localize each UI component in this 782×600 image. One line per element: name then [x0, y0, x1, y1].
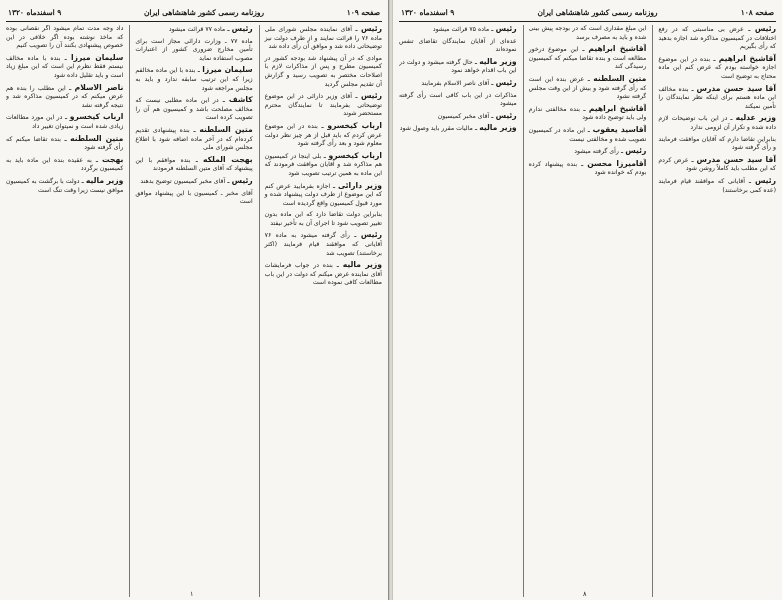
speaker-name: آقاشیخ ابراهیم: [588, 44, 647, 54]
paragraph: [135, 25, 252, 35]
page-header-title: روزنامه رسمی کشور شاهنشاهی ایران: [143, 7, 265, 17]
paragraph: [658, 25, 776, 52]
speaker-dash: ـ: [321, 152, 329, 160]
paragraph-text: بنده در جواب فرمایشات آقای نماینده عرض میکنم که دولت در این باب مطالعات کافی نموده است: [264, 262, 382, 287]
speaker-dash: ـ: [585, 126, 593, 134]
paragraph: [399, 79, 517, 89]
speaker-name: رئیس: [360, 25, 382, 33]
paragraph-text: مذاکرات در این باب کافی است رأی گرفته میشود: [398, 91, 517, 108]
paragraph: [658, 55, 776, 82]
speaker-name: وزیر عدلیه: [735, 113, 776, 123]
paragraph-text: بنده مخالف این ماده هستم برای اینکه نظر نمایندگان را تأمین نمیکند: [658, 85, 776, 110]
speaker-name: ارباب کیخسرو: [327, 120, 382, 130]
text-column: [259, 25, 382, 597]
paragraph: [399, 92, 517, 109]
page-footer-number: ۱: [190, 590, 194, 598]
speaker-name: ارباب کیخسرو: [328, 150, 382, 160]
text-column: [399, 25, 517, 597]
paragraph: [399, 112, 517, 122]
speaker-name: رئیس: [495, 110, 517, 120]
paragraph: [6, 113, 123, 131]
paragraph: [265, 55, 382, 89]
speaker-dash: ـ: [618, 148, 626, 156]
speaker-dash: ـ: [472, 58, 480, 66]
paragraph: [529, 160, 647, 178]
text-column: [129, 25, 252, 597]
speaker-name: رئیس: [360, 91, 382, 101]
paragraph-text: بنده با این ماده مخالفم زیرا که این ترتیب سابقه ندارد و باید به مجلس مراجعه شود: [135, 67, 253, 92]
speaker-dash: ـ: [577, 160, 588, 168]
speaker-dash: ـ: [688, 156, 697, 164]
paragraph: [529, 75, 647, 102]
paragraph-text: آقای مخبر ـ کمیسیون با این پیشنهاد موافق است: [135, 189, 253, 206]
paragraph-text: این مبلغ مقداری است که در بودجه پیش بینی شده و باید به مصرف برسد: [528, 25, 647, 41]
page-header-date: ۹ اسفندماه ۱۳۲۰: [401, 7, 455, 17]
paragraph: [6, 135, 123, 153]
paragraph: [658, 156, 776, 174]
speaker-dash: ـ: [584, 75, 594, 83]
speaker-dash: ـ: [349, 232, 361, 240]
paragraph: [135, 126, 252, 153]
speaker-dash: ـ: [351, 26, 361, 33]
paragraph-text: بنده در این موضوع عرض کردم که باید قبل از هر چیز نظر دولت معلوم شود و بعد رأی گرفته شود: [264, 122, 382, 148]
paragraph: [265, 122, 382, 149]
paragraph-text: آقای وزیر دارائی در این موضوع توضیحاتی بفرمایند تا نمایندگان محترم مستحضر شوند: [264, 93, 382, 118]
speaker-dash: ـ: [578, 46, 589, 54]
speaker-name: ناصر الاسلام: [74, 82, 124, 92]
speaker-dash: ـ: [60, 54, 72, 62]
paragraph: [529, 147, 647, 157]
paragraph: [658, 85, 776, 112]
speaker-name: آقاسید یعقوب: [592, 124, 647, 134]
speaker-name: متین السلطنه: [199, 124, 253, 134]
paragraph-text: آقایانی که موافقند قیام فرمایند (عده کمی برخاستند): [658, 177, 776, 194]
paragraph: [529, 45, 647, 72]
page-header-number: صفحه ۱۰۸: [740, 7, 774, 17]
speaker-name: بهجت: [101, 154, 124, 164]
paragraph-text: به عقیده بنده این ماده باید به کمیسیون برگردد: [6, 156, 124, 173]
paragraph-text: مالیات مقرر باید وصول شود: [399, 125, 473, 133]
paragraph-text: بلی اینجا در کمیسیون هم مذاکره شد و آقایان موافقت فرمودند که این ماده به همین ترتیب تصویب شود: [264, 152, 382, 177]
speaker-name: بهجت الملکه: [202, 154, 253, 164]
paragraph-text: این ماده در کمیسیون تصویب شده و مخالفتی نیست: [528, 126, 647, 143]
paragraph-text: عرض کردم که این مطلب باید کاملاً روشن شود: [658, 156, 776, 173]
speaker-name: وزیر مالیه: [479, 56, 517, 66]
page-footer-number: ۸: [583, 590, 587, 598]
paragraph: [265, 211, 382, 228]
paragraph: [658, 177, 776, 195]
paragraph-text: عده‌ای از آقایان نمایندگان تقاضای تنفس نموده‌اند: [398, 37, 517, 54]
paragraph-text: ماده ۷۷ ـ وزارت دارائی مجاز است برای تأمین مخارج ضروری کشور از اعتبارات مصوب استفاده نماید: [135, 37, 253, 62]
paragraph: [265, 92, 382, 119]
speaker-dash: ـ: [489, 79, 496, 87]
speaker-name: آقا سید حسن مدرس: [696, 83, 776, 93]
paragraph: [135, 177, 252, 187]
paragraph-text: آقای مخبر کمیسیون: [437, 112, 490, 120]
paragraph-text: رأی گرفته میشود: [574, 148, 619, 156]
paragraph-text: آقای مخبر کمیسیون توضیح بدهند: [140, 177, 226, 185]
speaker-dash: ـ: [79, 177, 86, 185]
page-header-title: روزنامه رسمی کشور شاهنشاهی ایران: [537, 7, 658, 17]
speaker-name: وزیر مالیه: [479, 123, 517, 133]
text-columns: [399, 25, 776, 597]
paragraph-text: موادی که در آن پیشنهاد شد بودجه کشور در کمیسیون مطرح و پس از مذاکرات لازم با اصلاحات مختصر به تصویب رسید و گزارش آن تقدیم مجلس گردید: [264, 54, 382, 88]
paragraph-text: بنابراین تقاضا دارم که آقایان موافقت فرمایند و رأی گرفته شود: [658, 135, 776, 152]
speaker-dash: ـ: [60, 135, 71, 143]
paragraph-text: در این مورد مطالعات زیادی شده است و نمیتوان تغییر داد: [6, 114, 124, 130]
paragraph: [6, 177, 123, 195]
paragraph: [135, 190, 252, 207]
speaker-dash: ـ: [195, 67, 203, 75]
paragraph: [399, 25, 517, 35]
paragraph: [6, 84, 123, 111]
paragraph: [658, 114, 776, 132]
speaker-dash: ـ: [743, 26, 755, 33]
speaker-name: آقا سید حسن مدرس: [696, 154, 776, 164]
paragraph-text: رأی گرفته میشود به ماده ۷۶ آقایانی که موافقند قیام فرمایند (اکثر برخاستند) تصویب شد: [264, 232, 382, 257]
paragraph: [6, 156, 123, 174]
right-page: [393, 0, 782, 600]
paragraph-text: آقای نماینده مجلس شورای ملی ماده ۷۶ را قرائت نمایند و از طرف دولت نیز توضیحاتی داده شد و موافق آن رأی داده شد: [264, 26, 382, 51]
paragraph-text: دولت با برگشت به کمیسیون موافق نیست زیرا وقت تنگ است: [6, 177, 124, 194]
text-column: [6, 25, 123, 597]
speaker-dash: ـ: [91, 156, 102, 164]
paragraph-text: در این باب توضیحات لازم داده شده و تکرار آن لزومی ندارد: [658, 115, 776, 131]
paragraph-text: ماده ۷۵ قرائت میشود: [432, 26, 490, 33]
paragraph: [265, 231, 382, 258]
paragraph: [265, 261, 382, 288]
page-header: [6, 4, 382, 22]
speaker-name: آقامیرزا محسن: [587, 158, 647, 168]
speaker-name: متین السلطنه: [593, 73, 647, 83]
speaker-name: رئیس: [360, 230, 382, 240]
paragraph: [6, 25, 123, 51]
speaker-dash: ـ: [688, 85, 697, 93]
paragraph: [529, 105, 647, 123]
speaker-name: رئیس: [754, 175, 776, 185]
speaker-dash: ـ: [225, 177, 232, 185]
text-columns: [6, 25, 382, 597]
speaker-name: سلیمان میرزا: [71, 52, 124, 62]
paragraph-text: بنده پیشنهاد کرده بودم که خوانده شود: [528, 160, 647, 177]
paragraph: [399, 38, 517, 55]
page-header-number: صفحه ۱۰۹: [346, 7, 380, 17]
speaker-dash: ـ: [330, 182, 338, 190]
speaker-dash: ـ: [317, 122, 328, 130]
speaker-dash: ـ: [489, 112, 496, 120]
speaker-name: آقاشیخ ابراهیم: [588, 103, 647, 113]
speaker-name: رئیس: [754, 25, 776, 33]
page-header: [399, 4, 776, 22]
paragraph: [399, 124, 517, 134]
speaker-dash: ـ: [332, 262, 343, 270]
text-column: [652, 25, 776, 597]
speaker-dash: ـ: [579, 105, 589, 113]
paragraph-text: اجازه بفرمایید عرض کنم که این موضوع از طرف دولت پیشنهاد شده و مورد قبول کمیسیون واقع گردیده است: [264, 182, 382, 207]
text-column: [523, 25, 647, 597]
paragraph-text: در این ماده مطلبی نیست که مخالف مصلحت باشد و کمیسیون هم آن را تصویب کرده است: [135, 97, 253, 122]
paragraph-text: این مطلب را بنده هم عرض میکنم که در کمیسیون مذاکره شد و نتیجه گرفته نشد: [6, 84, 124, 109]
paragraph-text: داد وجه مدت تمام میشود اگر نقصانی بوده که ماخذ نوشته بوده اگر خلافی در این خصوص پیشنهادی بکنند آن را تصویب کنیم: [6, 25, 124, 50]
paragraph: [135, 96, 252, 123]
paragraph: [135, 66, 252, 93]
speaker-dash: ـ: [65, 84, 75, 92]
paragraph-text: بنده موافقم با این پیشنهاد که آقای متین السلطنه فرمودند: [135, 156, 253, 173]
paragraph-text: بنده پیشنهادی تقدیم کرده‌ام که در آخر ماده اضافه شود با اطلاع مجلس شورای ملی: [135, 126, 253, 152]
paragraph: [399, 58, 517, 76]
paragraph: [6, 54, 123, 81]
speaker-dash: ـ: [225, 26, 232, 33]
paragraph: [658, 136, 776, 153]
speaker-name: رئیس: [625, 146, 647, 156]
speaker-name: وزیر دارائی: [337, 180, 382, 190]
paragraph-text: بنده تقاضا میکنم که رأی گرفته شود: [6, 135, 124, 152]
paragraph-text: بنده مخالفتی ندارم ولی باید توضیح داده شود: [528, 105, 647, 122]
paragraph-text: بنده با ماده مخالف نیستم فقط نظرم این است که این مبلغ زیاد است و باید تقلیل داده شود: [6, 54, 124, 79]
speaker-dash: ـ: [727, 115, 736, 123]
paragraph-text: آقای ناصر الاسلام بفرمایند: [421, 79, 490, 87]
speaker-dash: ـ: [189, 126, 200, 134]
speaker-name: رئیس: [231, 175, 253, 185]
speaker-name: وزیر مالیه: [85, 175, 124, 185]
speaker-dash: ـ: [62, 114, 70, 122]
paragraph-text: بنده در این موضوع اجازه خواسته بودم که عرض کنم این ماده محتاج به توضیح است: [658, 55, 776, 80]
speaker-name: رئیس: [231, 25, 253, 33]
speaker-dash: ـ: [218, 97, 229, 105]
speaker-name: رئیس: [495, 25, 517, 33]
page-header-date: ۹ اسفندماه ۱۳۲۰: [8, 7, 62, 17]
paragraph: [135, 156, 252, 174]
speaker-dash: ـ: [710, 55, 719, 63]
paragraph-text: عرض بنده این است که رأی گرفته شود و بیش از این وقت مجلس گرفته نشود: [528, 75, 647, 101]
paragraph-text: حال گرفته میشود و دولت در این باب اقدام خواهد نمود: [398, 58, 517, 75]
speaker-name: وزیر مالیه: [342, 260, 382, 270]
paragraph: [265, 182, 382, 209]
speaker-name: رئیس: [495, 77, 517, 87]
speaker-dash: ـ: [744, 177, 755, 185]
paragraph: [265, 25, 382, 52]
speaker-dash: ـ: [190, 156, 203, 164]
speaker-name: آقاشیخ ابراهیم: [718, 53, 776, 63]
paragraph: [529, 126, 647, 144]
paragraph-text: ماده ۷۷ قرائت میشود: [168, 26, 226, 33]
speaker-dash: ـ: [472, 125, 480, 133]
paragraph-text: عرض بی مناسبتی که در رفع اختلافات در کمیسیون مذاکره شد اجازه بدهید که رأی بگیریم: [658, 26, 776, 51]
paragraph: [265, 152, 382, 179]
paragraph: [529, 25, 647, 42]
speaker-dash: ـ: [489, 26, 496, 33]
speaker-name: ارباب کیخسرو: [69, 112, 124, 122]
paragraph-text: بنابراین دولت تقاضا دارد که این ماده بدون تغییر تصویب شود تا اجرای آن به تأخیر نیفتد: [264, 211, 382, 227]
speaker-dash: ـ: [351, 93, 361, 101]
paragraph-text: این موضوع درخور مطالعه است و بنده تقاضا میکنم که کمیسیون رسیدگی کند: [528, 46, 647, 71]
left-page: [0, 0, 389, 600]
paragraph: [135, 38, 252, 64]
speaker-name: سلیمان میرزا: [202, 65, 253, 75]
speaker-name: متین السلطنه: [70, 133, 124, 143]
speaker-name: کاشف: [228, 95, 253, 105]
